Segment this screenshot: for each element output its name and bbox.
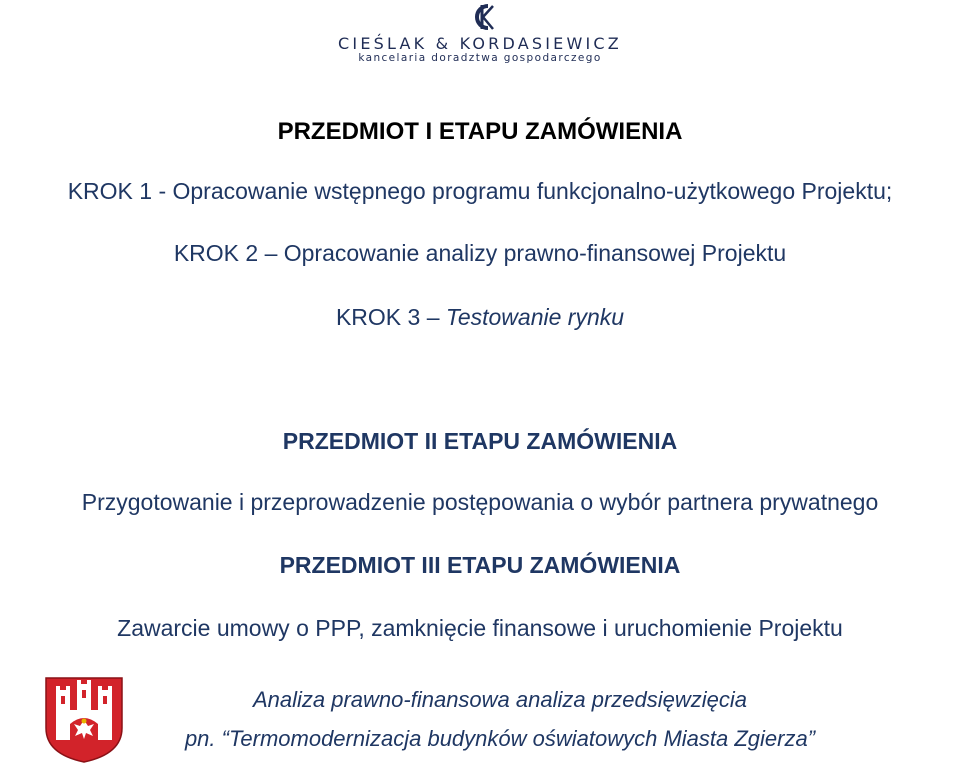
footer-line2: pn. “Termomodernizacja budynków oświatowych Miasta Zgierza” <box>184 726 816 751</box>
stage1-step1: KROK 1 - Opracowanie wstępnego programu funkcjonalno-użytkowego Projektu; <box>67 178 893 204</box>
ck-monogram-icon <box>468 2 496 32</box>
stage1-step3-prefix: KROK 3 – <box>335 304 446 330</box>
footer-line1: Analiza prawno-finansowa analiza przedsięwzięcia <box>252 687 748 712</box>
stage2-description: Przygotowanie i przeprowadzenie postępowania o wybór partnera prywatnego <box>81 489 879 515</box>
stage2-title: PRZEDMIOT II ETAPU ZAMÓWIENIA <box>282 428 678 454</box>
stage1-title: PRZEDMIOT I ETAPU ZAMÓWIENIA <box>277 118 683 145</box>
stage3-title: PRZEDMIOT III ETAPU ZAMÓWIENIA <box>279 552 681 578</box>
firm-logo <box>300 0 660 70</box>
firm-name: CIEŚLAK & KORDASIEWICZ <box>338 34 622 53</box>
stage1-step3-label: Testowanie rynku <box>445 304 625 330</box>
stage1-step3 <box>0 304 960 331</box>
stage3-description: Zawarcie umowy o PPP, zamknięcie finansowe i uruchomienie Projektu <box>117 615 843 641</box>
stage1-step2: KROK 2 – Opracowanie analizy prawno-finansowej Projektu <box>173 240 787 266</box>
firm-subtitle: kancelaria doradztwa gospodarczego <box>358 52 602 64</box>
